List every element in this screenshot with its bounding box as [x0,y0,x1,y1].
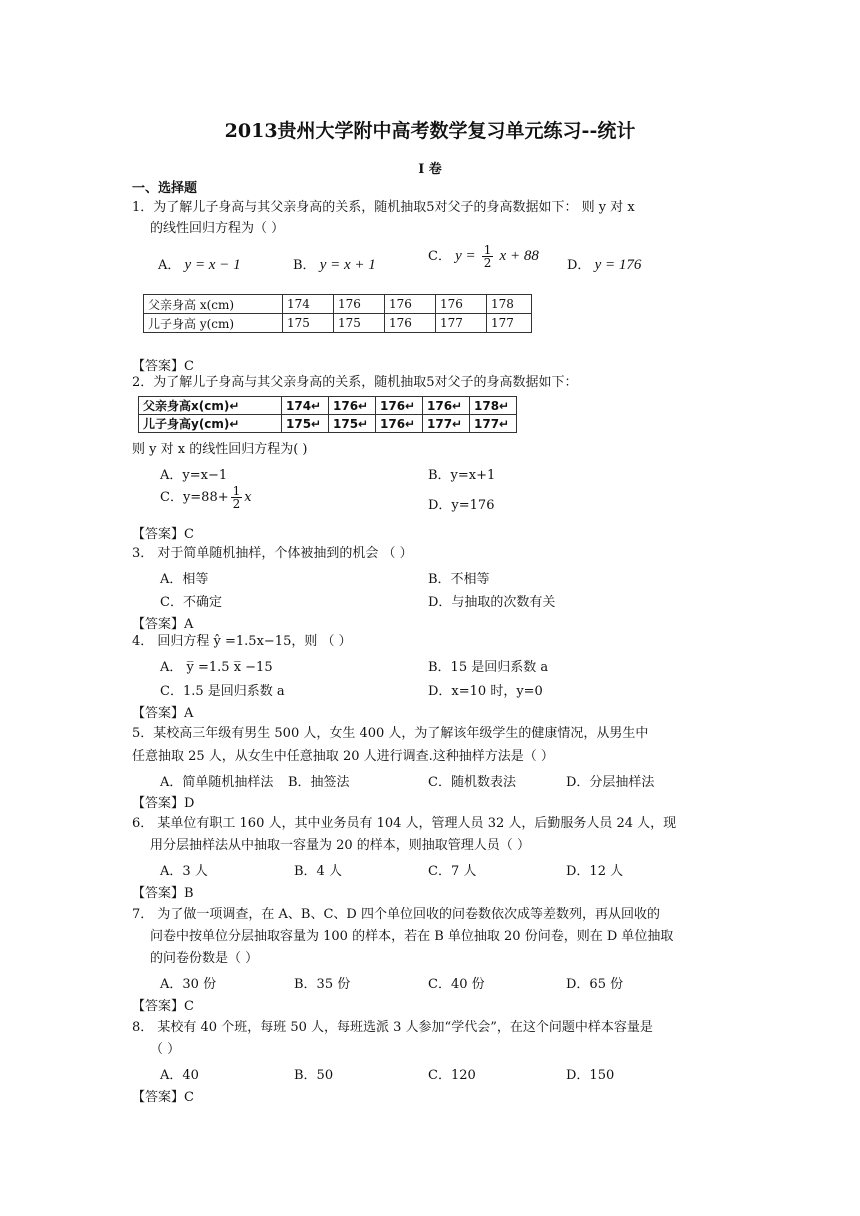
table-row: 儿子身高y(cm)↵ 175↵ 175↵ 176↵ 177↵ 177↵ [139,415,517,433]
q7-stem-line3: 的问卷份数是（ ） [150,951,259,966]
q5-stem-line1: 5．某校高三年级有男生 500 人，女生 400 人，为了解该年级学生的健康情况，从男生中 [132,726,649,741]
q6-answer: 【答案】B [132,886,194,901]
q7-option-a: A．30 份 [160,977,217,992]
q1-option-a-eq: y = x − 1 [184,257,241,273]
q2-stem-line2: 则 y 对 x 的线性回归方程为( ) [132,442,308,457]
q5-option-a: A．简单随机抽样法 [160,775,274,790]
q2-option-c-fraction: $\frac{1}{2}$ [232,484,241,511]
q8-answer: 【答案】C [132,1090,194,1105]
q8-option-b: B．50 [294,1068,334,1083]
q4-option-c: C．1.5 是回归系数 a [160,684,285,699]
q1-option-d: D． y = 176 [567,257,642,273]
q5-option-d: D．分层抽样法 [566,775,655,790]
q7-stem-line2: 问卷中按单位分层抽取容量为 100 的样本，若在 B 单位抽取 20 份问卷，则在 D 单位抽取 [150,929,674,944]
table-row: 父亲身高x(cm)↵ 174↵ 176↵ 176↵ 176↵ 178↵ [139,397,517,415]
q2-data-table [138,396,517,433]
q4-option-b: B．15 是回归系数 a [428,660,549,675]
q1-option-a: A． y = x − 1 [158,257,241,273]
q8-stem-line1: 8． 某校有 40 个班，每班 50 人，每班选派 3 人参加“学代会”，在这个问题中样本容量是 [132,1020,653,1035]
q6-stem-line2: 用分层抽样法从中抽取一容量为 20 的样本，则抽取管理人员（ ） [150,838,530,853]
q1-option-b: B． y = x + 1 [293,257,376,273]
q5-option-c: C．随机数表法 [428,775,516,790]
q4-stem: 4． 回归方程 ŷ =1.5x−15，则 （ ） [132,634,352,649]
page-title: 2013贵州大学附中高考数学复习单元练习--统计 [224,120,636,142]
q1-option-c: C． y = $\frac{1}{2}$ x + 88 [428,243,539,270]
table-row: 父亲身高 x(cm) 174 176 176 176 178 [144,295,532,314]
q3-answer: 【答案】A [132,617,194,632]
q1-stem-line2: 的线性回归方程为（ ） [150,221,285,236]
q6-option-b: B．4 人 [294,864,342,879]
q2-answer: 【答案】C [132,527,194,542]
q2-stem-line1: 2．为了解儿子身高与其父亲身高的关系，随机抽取5对父子的身高数据如下： [132,375,578,390]
q5-stem-line2: 任意抽取 25 人，从女生中任意抽取 20 人进行调查.这种抽样方法是（ ） [132,749,554,764]
q5-option-b: B．抽签法 [288,775,350,790]
q4-option-a: A． y̅ =1.5 x̅ −15 [160,660,273,675]
q3-option-b: B．不相等 [428,572,490,587]
q2-option-c: C．y=88+ $\frac{1}{2}$ x [160,484,252,511]
q8-stem-line2: （ ） [150,1042,181,1057]
q6-stem-line1: 6． 某单位有职工 160 人，其中业务员有 104 人，管理人员 32 人，后勤服务人员 24 人，现 [132,816,677,831]
q6-option-d: D．12 人 [566,864,624,879]
q8-option-d: D．150 [566,1068,615,1083]
q3-option-c: C．不确定 [160,595,222,610]
volume-label: I 卷 [418,162,442,177]
q6-option-c: C．7 人 [428,864,477,879]
q7-option-b: B．35 份 [294,977,351,992]
q7-answer: 【答案】C [132,999,194,1014]
q6-option-a: A．3 人 [160,864,208,879]
q8-option-c: C．120 [428,1068,476,1083]
q8-option-a: A．40 [160,1068,199,1083]
q2-option-d: D．y=176 [428,498,495,513]
table-row: 儿子身高 y(cm) 175 175 176 177 177 [144,314,532,333]
q1-option-b-eq: y = x + 1 [319,257,376,273]
q4-answer: 【答案】A [132,706,194,721]
q3-option-d: D．与抽取的次数有关 [428,595,556,610]
q1-answer: 【答案】C [132,359,194,374]
q7-option-c: C．40 份 [428,977,485,992]
q1-option-c-fraction: $\frac{1}{2}$ [483,243,492,270]
q7-option-d: D．65 份 [566,977,624,992]
q1-option-d-eq: y = 176 [594,257,642,273]
q1-stem-line1: 1．为了解儿子身高与其父亲身高的关系，随机抽取5对父子的身高数据如下： 则 y 对 x [132,200,635,215]
q3-option-a: A．相等 [160,572,209,587]
q2-option-b: B．y=x+1 [428,468,496,483]
q4-option-d: D．x=10 时，y=0 [428,684,543,699]
q5-answer: 【答案】D [132,796,195,811]
q1-data-table [143,294,532,333]
section-heading: 一、选择题 [132,181,198,196]
q7-stem-line1: 7． 为了做一项调查，在 A、B、C、D 四个单位回收的问卷数依次成等差数列，再从回收的 [132,907,660,922]
q3-stem: 3． 对于简单随机抽样，个体被抽到的机会 （ ） [132,546,413,561]
q2-option-a: A．y=x−1 [160,468,228,483]
